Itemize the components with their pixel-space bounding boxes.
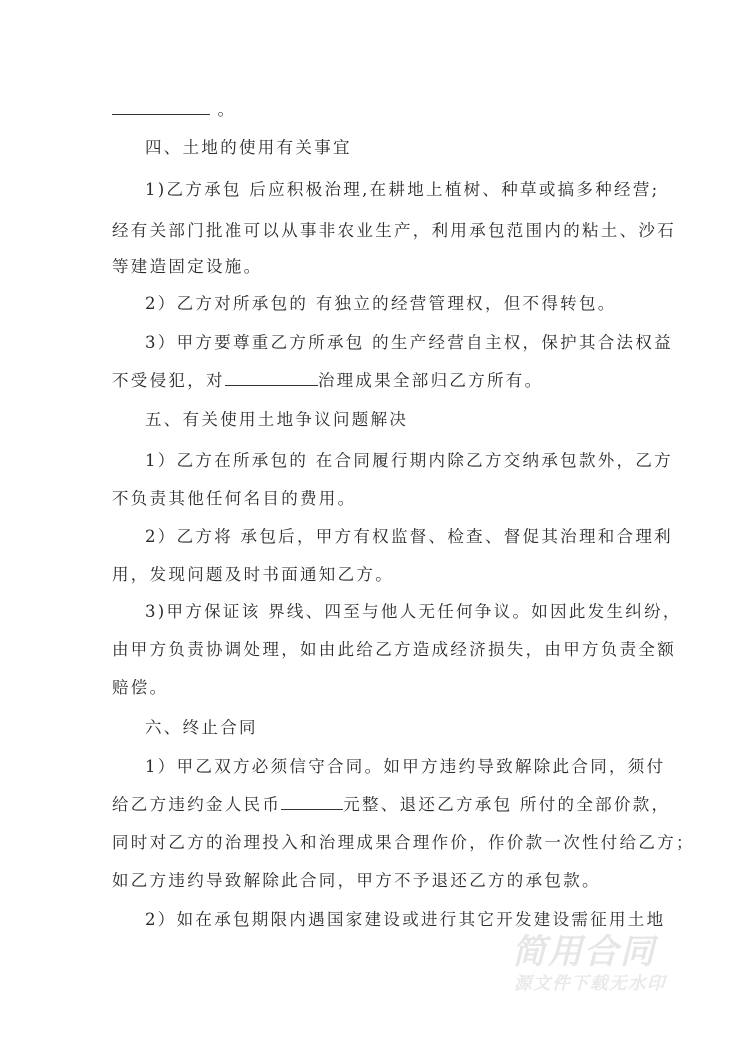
paragraph-line — [112, 795, 670, 815]
line-text: 治理成果全部归乙方所有。 — [317, 371, 544, 390]
paragraph-line: 2）如在承包期限内遇国家建设或进行其它开发建设需征用土地 — [145, 910, 666, 929]
blank-field — [281, 795, 343, 810]
watermark-subtitle: 源文件下载无水印 — [514, 974, 666, 994]
paragraph-line: 2）乙方将 承包后，甲方有权监督、检查、督促其治理和合理利 — [145, 527, 673, 546]
line-text: 。 — [210, 100, 237, 119]
paragraph-line: 2）乙方对所承包的 有独立的经营管理权，但不得转包。 — [145, 294, 617, 313]
paragraph-line: 3)甲方保证该 界线、四至与他人无任何争议。如因此发生纠纷， — [145, 602, 682, 621]
paragraph-line: 用，发现问题及时书面通知乙方。 — [112, 565, 394, 584]
section-heading-4: 四、土地的使用有关事宜 — [145, 138, 352, 157]
section-heading-5: 五、有关使用土地争议问题解决 — [145, 410, 409, 429]
paragraph-line: 1）乙方在所承包的 在合同履行期内除乙方交纳承包款外，乙方 — [145, 451, 673, 470]
paragraph-line: 3）甲方要尊重乙方所承包 的生产经营自主权，保护其合法权益 — [145, 333, 673, 352]
line-text: 给乙方违约金人民币 — [112, 795, 282, 814]
paragraph-line: 1）甲乙双方必须信守合同。如甲方违约导致解除此合同，须付 — [145, 757, 666, 776]
paragraph-line: 由甲方负责协调处理，如由此给乙方造成经济损失，由甲方负责全额 — [112, 640, 676, 659]
paragraph-line: 不负责其他任何名目的费用。 — [112, 489, 357, 508]
blank-field — [112, 100, 210, 115]
paragraph-line: 如乙方违约导致解除此合同，甲方不予退还乙方的承包款。 — [112, 871, 601, 890]
watermark-title: 简用合同 — [512, 932, 656, 972]
fill-in-line — [112, 100, 236, 120]
paragraph-line — [112, 371, 543, 391]
paragraph-line: 1)乙方承包 后应积极治理,在耕地上植树、种草或搞多种经营; — [145, 180, 660, 199]
line-text: 不受侵犯，对 — [112, 371, 225, 390]
blank-field — [225, 371, 318, 386]
section-heading-6: 六、终止合同 — [145, 718, 258, 737]
paragraph-line: 同时对乙方的治理投入和治理成果合理作价，作价款一次性付给乙方； — [112, 833, 695, 852]
line-text: 元整、退还乙方承包 所付的全部价款， — [343, 795, 671, 814]
paragraph-line: 经有关部门批准可以从事非农业生产，利用承包范围内的粘土、沙石 — [112, 221, 676, 240]
paragraph-line: 赔偿。 — [112, 678, 169, 697]
paragraph-line: 等建造固定设施。 — [112, 257, 263, 276]
